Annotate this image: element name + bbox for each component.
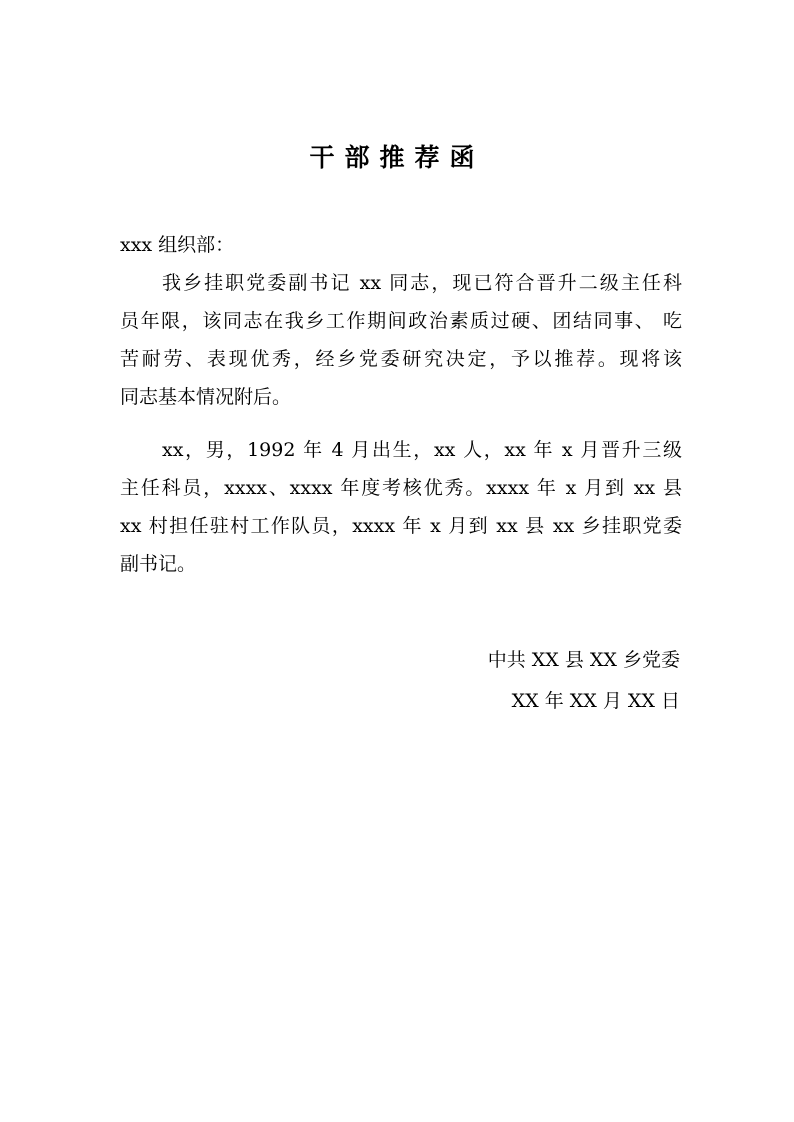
salutation: xxx 组织部： xyxy=(120,234,235,256)
signature-organization: 中共 XX 县 XX 乡党委 xyxy=(487,649,680,671)
paragraph-line: xx 村担任驻村工作队员，xxxx 年 x 月到 xx 县 xx 乡挂职党委 xyxy=(120,515,682,537)
paragraph-line: xx，男，1992 年 4 月出生，xx 人，xx 年 x 月晋升三级 xyxy=(162,439,682,461)
paragraph-line: 我乡挂职党委副书记 xx 同志，现已符合晋升二级主任科 xyxy=(162,272,682,294)
paragraph-line: 主任科员，xxxx、xxxx 年度考核优秀。xxxx 年 x 月到 xx 县 xyxy=(120,477,682,499)
page-title: 干部推荐函 xyxy=(309,143,485,172)
signature-date: XX 年 XX 月 XX 日 xyxy=(511,690,680,712)
body-paragraph-basic-info xyxy=(120,431,682,583)
paragraph-line: 员年限，该同志在我乡工作期间政治素质过硬、团结同事、 吃 xyxy=(120,310,682,332)
paragraph-line: 同志基本情况附后。 xyxy=(120,386,292,408)
paragraph-line: 副书记。 xyxy=(120,553,197,575)
paragraph-line: 苦耐劳、表现优秀，经乡党委研究决定，予以推荐。现将该 xyxy=(120,348,682,370)
body-paragraph-recommendation xyxy=(120,264,682,416)
